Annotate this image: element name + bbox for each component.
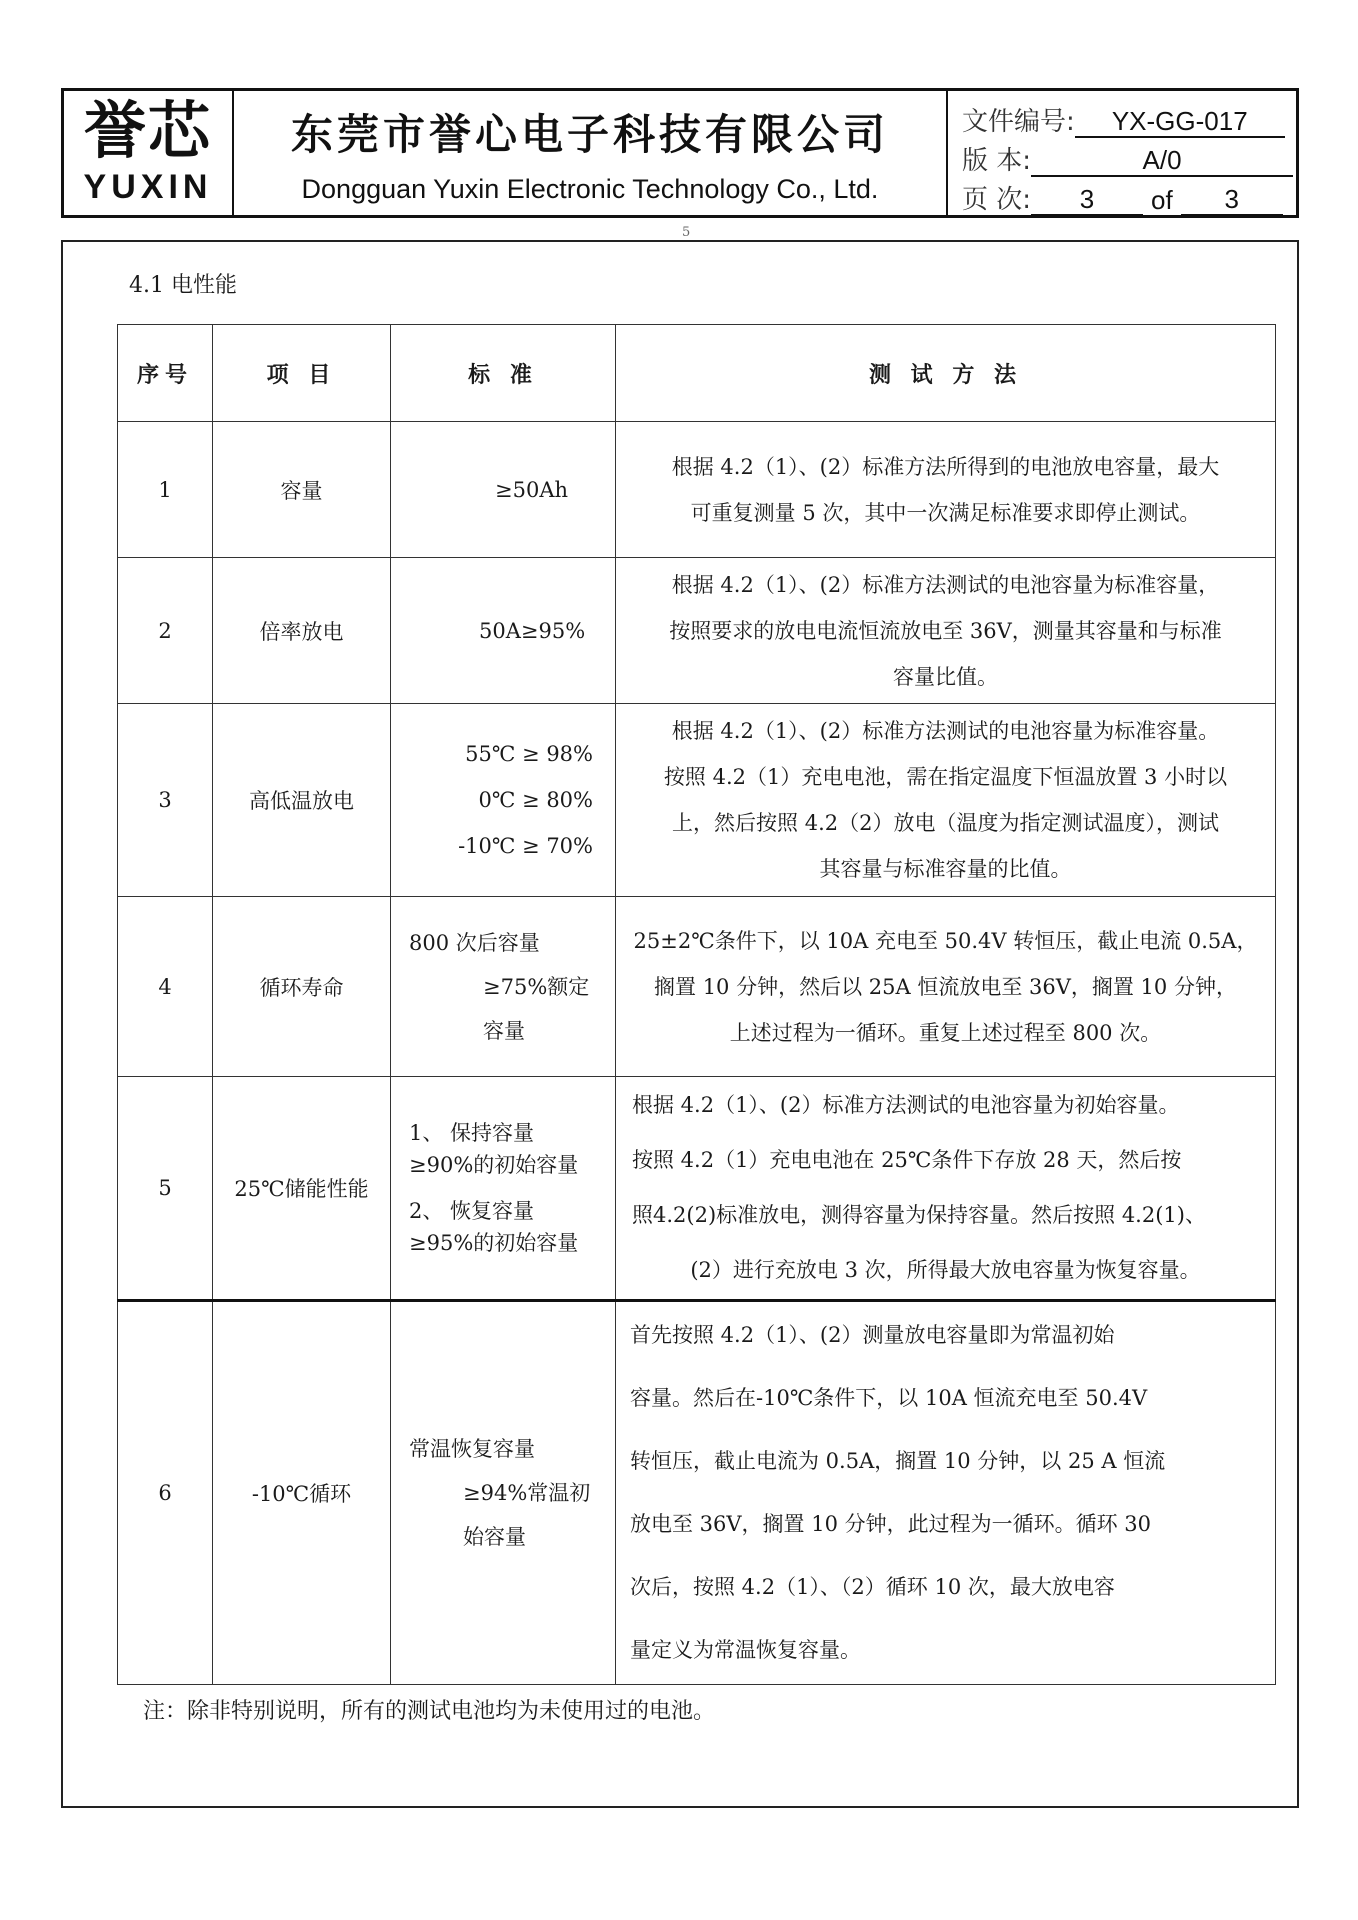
page-current: 3	[1031, 185, 1143, 216]
row-number: 6	[118, 1301, 213, 1685]
table-header-row	[118, 325, 1276, 422]
logo-english: YUXIN	[83, 167, 213, 206]
standard-line: ≥90%的初始容量	[409, 1153, 579, 1177]
row-number: 5	[118, 1077, 213, 1301]
standard-line: 800 次后容量	[409, 930, 540, 955]
method-line: 根据 4.2（1）、(2）标准方法测试的电池容量为标准容量。	[671, 719, 1220, 743]
method-line: 上述过程为一循环。重复上述过程至 800 次。	[729, 1020, 1162, 1045]
version-label: 版 本:	[962, 146, 1032, 176]
method-line: 可重复测量 5 次，其中一次满足标准要求即停止测试。	[690, 500, 1201, 525]
row-method	[616, 704, 1276, 897]
row-number: 4	[118, 897, 213, 1077]
method-line: 根据 4.2（1）、(2）标准方法测试的电池容量为标准容量，	[671, 572, 1220, 597]
standard-line: 2、 恢复容量	[409, 1199, 535, 1223]
header-method: 测 试 方 法	[616, 325, 1276, 422]
method-line: 根据 4.2（1）、(2）标准方法测试的电池容量为初始容量。	[632, 1093, 1180, 1117]
row-standard: 50A≥95%	[391, 558, 616, 704]
standard-line: ≥75%额定	[483, 974, 590, 999]
table-row	[118, 422, 1276, 558]
table-row	[118, 558, 1276, 704]
header-item: 项 目	[213, 325, 391, 422]
version-value: A/0	[1031, 146, 1293, 177]
row-item: 25℃储能性能	[213, 1077, 391, 1301]
row-method	[616, 1301, 1276, 1685]
standard-line: 1、 保持容量	[409, 1121, 535, 1145]
doc-number-label: 文件编号:	[962, 107, 1075, 137]
page-total: 3	[1181, 185, 1283, 216]
table-row	[118, 1077, 1276, 1301]
method-line: 照4.2(2)标准放电，测得容量为保持容量。然后按照 4.2(1)、	[632, 1203, 1206, 1227]
header-no: 序号	[118, 325, 213, 422]
company-name-english: Dongguan Yuxin Electronic Technology Co., Ltd.	[301, 173, 879, 204]
row-method	[616, 897, 1276, 1077]
page-mark: 5	[682, 225, 691, 240]
standard-line: 0℃ ≥ 80%	[478, 788, 593, 812]
document-header	[61, 88, 1299, 218]
page-label: 页 次:	[962, 185, 1032, 215]
footnote: 注：除非特别说明，所有的测试电池均为未使用过的电池。	[143, 1699, 716, 1724]
row-standard	[391, 1301, 616, 1685]
method-line: 容量。然后在-10℃条件下，以 10A 恒流充电至 50.4V	[630, 1386, 1148, 1410]
standard-line: -10℃ ≥ 70%	[458, 834, 593, 858]
standard-line: 常温恢复容量	[409, 1437, 535, 1461]
row-number: 2	[118, 558, 213, 704]
standard-line: ≥94%常温初	[463, 1481, 591, 1505]
method-line: 量定义为常温恢复容量。	[630, 1638, 861, 1662]
row-standard	[391, 704, 616, 897]
method-line: 25±2℃条件下，以 10A 充电至 50.4V 转恒压，截止电流 0.5A，	[633, 928, 1258, 953]
company-name-chinese: 东莞市誉心电子科技有限公司	[290, 109, 889, 159]
method-line: 次后，按照 4.2（1）、（2）循环 10 次，最大放电容	[630, 1575, 1115, 1599]
method-line: 放电至 36V，搁置 10 分钟，此过程为一循环。循环 30	[630, 1512, 1152, 1536]
row-standard: ≥50Ah	[391, 422, 616, 558]
row-number: 1	[118, 422, 213, 558]
standard-line: 始容量	[463, 1525, 526, 1549]
row-item: 循环寿命	[213, 897, 391, 1077]
company-name-block	[234, 91, 948, 215]
method-line: 其容量与标准容量的比值。	[819, 857, 1072, 881]
row-item: -10℃循环	[213, 1301, 391, 1685]
method-line: 根据 4.2（1）、(2）标准方法所得到的电池放电容量，最大	[671, 454, 1220, 479]
row-method	[616, 422, 1276, 558]
section-title: 4.1 电性能	[129, 273, 237, 298]
electrical-performance-table	[117, 324, 1276, 1685]
method-line: 按照 4.2（1）充电电池，需在指定温度下恒温放置 3 小时以	[663, 765, 1228, 789]
doc-number-row	[962, 99, 1296, 138]
row-number: 3	[118, 704, 213, 897]
company-logo	[64, 91, 234, 215]
table-row	[118, 704, 1276, 897]
row-standard	[391, 897, 616, 1077]
method-line: 按照要求的放电电流恒流放电至 36V，测量其容量和与标准	[669, 618, 1222, 643]
method-line: 搁置 10 分钟，然后以 25A 恒流放电至 36V，搁置 10 分钟，	[654, 974, 1237, 999]
row-item: 容量	[213, 422, 391, 558]
method-line: 容量比值。	[893, 664, 998, 689]
standard-line: ≥95%的初始容量	[409, 1231, 579, 1255]
standard-line: 容量	[483, 1018, 525, 1043]
method-line: (2）进行充放电 3 次，所得最大放电容量为恢复容量。	[690, 1258, 1201, 1282]
document-info	[948, 91, 1296, 215]
standard-line: 55℃ ≥ 98%	[465, 742, 593, 766]
version-row	[962, 138, 1296, 177]
table-row	[118, 897, 1276, 1077]
doc-number-value: YX-GG-017	[1075, 107, 1285, 138]
row-item: 高低温放电	[213, 704, 391, 897]
header-standard: 标 准	[391, 325, 616, 422]
row-item: 倍率放电	[213, 558, 391, 704]
method-line: 首先按照 4.2（1）、(2）测量放电容量即为常温初始	[630, 1323, 1115, 1347]
logo-chinese: 誉芯	[83, 93, 212, 167]
row-method	[616, 1077, 1276, 1301]
page-of: of	[1151, 185, 1173, 215]
method-line: 按照 4.2（1）充电电池在 25℃条件下存放 28 天，然后按	[632, 1148, 1182, 1172]
row-standard	[391, 1077, 616, 1301]
page-row	[962, 177, 1296, 216]
method-line: 转恒压，截止电流为 0.5A，搁置 10 分钟，以 25 A 恒流	[630, 1449, 1166, 1473]
table-row	[118, 1301, 1276, 1685]
method-line: 上，然后按照 4.2（2）放电（温度为指定测试温度），测试	[672, 811, 1219, 835]
row-method	[616, 558, 1276, 704]
